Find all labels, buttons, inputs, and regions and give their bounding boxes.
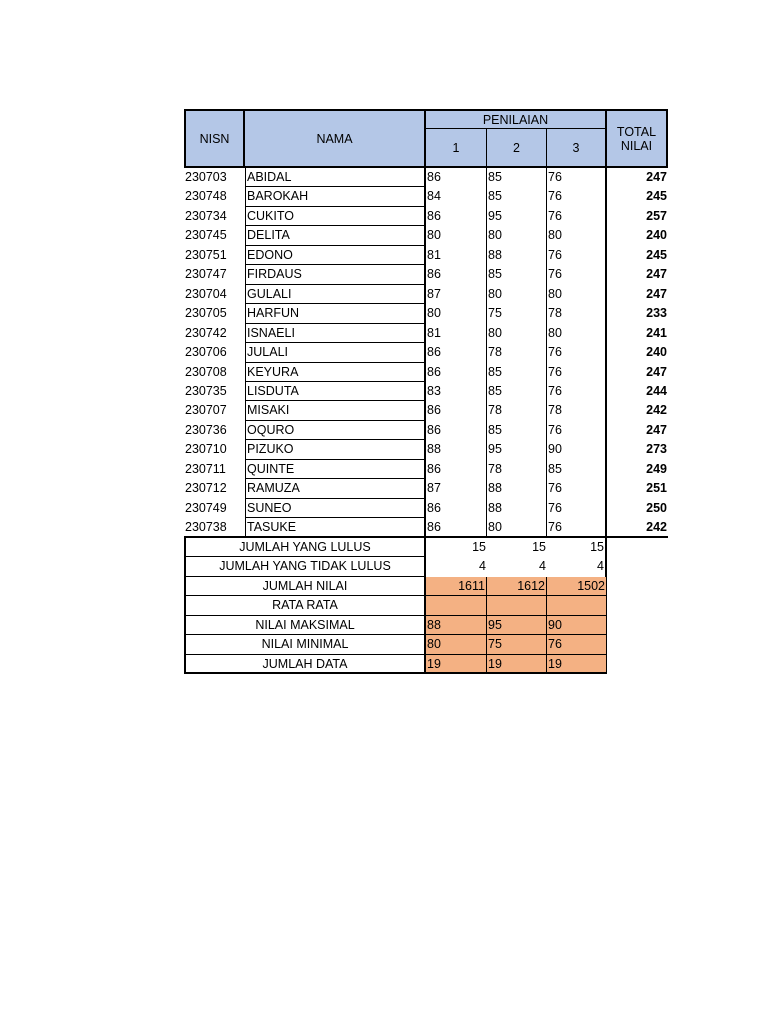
cell-nilai-1[interactable]: 86 [426,518,487,538]
cell-nama[interactable]: TASUKE [245,518,426,538]
summary-value-1[interactable]: 19 [426,655,487,674]
cell-total-nilai[interactable]: 240 [646,228,667,242]
cell-nilai-3[interactable]: 90 [547,440,607,460]
cell-nama[interactable]: ISNAELI [245,324,426,343]
summary-value-1[interactable]: 80 [426,635,487,655]
cell-nisn[interactable]: 230749 [185,501,227,515]
cell-nama[interactable]: SUNEO [245,499,426,518]
cell-nisn[interactable]: 230751 [185,248,227,262]
cell-nilai-3[interactable]: 76 [547,265,607,285]
cell-nilai-3[interactable]: 76 [547,518,607,538]
cell-nilai-2[interactable]: 80 [487,226,547,246]
cell-nilai-1[interactable]: 86 [426,168,487,187]
summary-label[interactable]: NILAI MAKSIMAL [184,616,426,635]
summary-value-2[interactable]: 15 [532,540,546,554]
cell-nilai-1[interactable]: 87 [426,479,487,499]
cell-nilai-1[interactable]: 84 [426,187,487,207]
cell-nilai-2[interactable]: 80 [487,518,547,538]
cell-nisn[interactable]: 230736 [185,423,227,437]
cell-nama[interactable]: OQURO [245,421,426,440]
cell-total-nilai[interactable]: 247 [646,287,667,301]
cell-nama[interactable]: BAROKAH [245,187,426,207]
header-col-1[interactable]: 1 [426,129,487,168]
cell-nilai-1[interactable]: 86 [426,265,487,285]
summary-label[interactable]: NILAI MINIMAL [184,635,426,655]
cell-nisn[interactable]: 230708 [185,365,227,379]
cell-nilai-2[interactable]: 78 [487,460,547,479]
cell-nilai-2[interactable]: 75 [487,304,547,324]
cell-nisn[interactable]: 230710 [185,442,227,456]
summary-label[interactable]: JUMLAH YANG TIDAK LULUS [184,557,426,577]
cell-nilai-1[interactable]: 83 [426,382,487,401]
summary-value-1[interactable]: 1611 [426,577,487,596]
cell-total-nilai[interactable]: 240 [646,345,667,359]
cell-nilai-2[interactable]: 85 [487,187,547,207]
cell-nilai-1[interactable]: 81 [426,324,487,343]
cell-nilai-3[interactable]: 80 [547,324,607,343]
cell-total-nilai[interactable]: 247 [646,365,667,379]
cell-nilai-2[interactable]: 80 [487,285,547,304]
cell-nisn[interactable]: 230735 [185,384,227,398]
summary-label[interactable]: JUMLAH NILAI [184,577,426,596]
summary-value-2[interactable]: 19 [487,655,547,674]
cell-total-nilai[interactable]: 247 [646,267,667,281]
cell-nilai-3[interactable]: 76 [547,499,607,518]
summary-value-3[interactable]: 76 [547,635,607,655]
summary-label[interactable]: RATA RATA [184,596,426,616]
summary-value-1[interactable]: 15 [472,540,486,554]
summary-value-3[interactable]: 4 [547,557,607,577]
cell-total-nilai[interactable]: 273 [646,442,667,456]
summary-value-2[interactable]: 1612 [487,577,547,596]
cell-nisn[interactable]: 230738 [184,518,245,538]
cell-nama[interactable]: DELITA [245,226,426,246]
cell-nilai-2[interactable]: 85 [487,363,547,382]
header-nisn[interactable]: NISN [184,109,245,168]
cell-nilai-3[interactable]: 78 [547,401,607,421]
summary-value-3[interactable]: 15 [547,538,607,557]
cell-nilai-2[interactable]: 78 [487,343,547,363]
summary-value-3[interactable]: 90 [547,616,607,635]
summary-value-1[interactable]: 88 [426,616,487,635]
cell-nama[interactable]: PIZUKO [245,440,426,460]
summary-value-3[interactable]: 1502 [547,577,607,596]
cell-nilai-2[interactable]: 85 [487,421,547,440]
cell-nilai-2[interactable]: 85 [487,265,547,285]
cell-nilai-3[interactable]: 80 [547,285,607,304]
cell-nilai-2[interactable]: 88 [487,246,547,265]
cell-nisn[interactable]: 230742 [185,326,227,340]
cell-nisn[interactable]: 230707 [185,403,227,417]
cell-total-nilai[interactable]: 244 [646,384,667,398]
cell-nilai-2[interactable]: 95 [487,207,547,226]
summary-label[interactable]: JUMLAH YANG LULUS [184,538,426,557]
cell-nisn[interactable]: 230734 [185,209,227,223]
cell-nilai-3[interactable]: 76 [547,343,607,363]
cell-nilai-3[interactable]: 76 [547,187,607,207]
cell-nisn[interactable]: 230747 [185,267,227,281]
cell-nilai-1[interactable]: 86 [426,401,487,421]
cell-total-nilai[interactable]: 257 [646,209,667,223]
cell-nama[interactable]: QUINTE [245,460,426,479]
cell-nama[interactable]: ABIDAL [245,168,426,187]
cell-nilai-2[interactable]: 95 [487,440,547,460]
cell-nilai-3[interactable]: 78 [547,304,607,324]
cell-nilai-1[interactable]: 86 [426,421,487,440]
cell-nama[interactable]: FIRDAUS [245,265,426,285]
cell-nama[interactable]: RAMUZA [245,479,426,499]
summary-value-2[interactable] [487,596,547,616]
cell-nisn[interactable]: 230704 [185,287,227,301]
cell-nisn[interactable]: 230712 [185,481,227,495]
cell-nilai-3[interactable]: 76 [547,382,607,401]
cell-total-nilai[interactable]: 241 [646,326,667,340]
cell-nilai-3[interactable]: 76 [547,207,607,226]
cell-nisn[interactable]: 230748 [185,189,227,203]
cell-nilai-1[interactable]: 86 [426,363,487,382]
header-col-3[interactable]: 3 [547,129,607,168]
cell-nama[interactable]: CUKITO [245,207,426,226]
cell-nilai-1[interactable]: 86 [426,343,487,363]
cell-nilai-1[interactable]: 86 [426,499,487,518]
cell-nilai-3[interactable]: 80 [547,226,607,246]
cell-nilai-2[interactable]: 85 [487,168,547,187]
cell-nisn[interactable]: 230745 [185,228,227,242]
summary-value-1[interactable]: 4 [479,559,486,573]
cell-nilai-1[interactable]: 87 [426,285,487,304]
cell-total-nilai[interactable]: 242 [646,403,667,417]
cell-nisn[interactable]: 230705 [185,306,227,320]
cell-nilai-2[interactable]: 88 [487,499,547,518]
cell-total-nilai[interactable]: 247 [646,423,667,437]
summary-value-2[interactable]: 75 [487,635,547,655]
cell-nilai-1[interactable]: 81 [426,246,487,265]
summary-label[interactable]: JUMLAH DATA [184,655,426,674]
cell-nama[interactable]: EDONO [245,246,426,265]
cell-total-nilai[interactable]: 250 [646,501,667,515]
cell-total-nilai[interactable]: 251 [646,481,667,495]
cell-nama[interactable]: HARFUN [245,304,426,324]
cell-total-nilai[interactable]: 245 [646,189,667,203]
cell-total-nilai[interactable]: 245 [646,248,667,262]
summary-value-3[interactable]: 19 [547,655,607,674]
cell-total-nilai[interactable]: 242 [607,518,668,538]
cell-nilai-1[interactable]: 80 [426,304,487,324]
summary-value-2[interactable]: 95 [487,616,547,635]
cell-nilai-3[interactable]: 76 [547,479,607,499]
cell-nilai-2[interactable]: 88 [487,479,547,499]
cell-nisn[interactable]: 230706 [185,345,227,359]
cell-nilai-1[interactable]: 88 [426,440,487,460]
cell-nilai-3[interactable]: 76 [547,168,607,187]
cell-nama[interactable]: JULALI [245,343,426,363]
summary-value-2[interactable]: 4 [539,559,546,573]
header-penilaian[interactable]: PENILAIAN [426,109,607,129]
header-col-2[interactable]: 2 [487,129,547,168]
cell-nama[interactable]: GULALI [245,285,426,304]
cell-total-nilai[interactable]: 247 [646,170,667,184]
cell-nisn[interactable]: 230703 [185,170,227,184]
summary-value-1[interactable] [426,596,487,616]
summary-value-3[interactable] [547,596,607,616]
cell-total-nilai[interactable]: 233 [646,306,667,320]
cell-nilai-2[interactable]: 85 [487,382,547,401]
cell-nilai-3[interactable]: 76 [547,421,607,440]
cell-nilai-2[interactable]: 78 [487,401,547,421]
cell-nilai-3[interactable]: 76 [547,363,607,382]
header-nama[interactable]: NAMA [245,109,426,168]
cell-nisn[interactable]: 230711 [185,462,226,476]
cell-nama[interactable]: MISAKI [245,401,426,421]
header-total-nilai[interactable]: TOTAL NILAI [607,109,668,168]
cell-nama[interactable]: LISDUTA [245,382,426,401]
cell-nilai-2[interactable]: 80 [487,324,547,343]
cell-nama[interactable]: KEYURA [245,363,426,382]
cell-nilai-3[interactable]: 76 [547,246,607,265]
cell-nilai-1[interactable]: 80 [426,226,487,246]
cell-total-nilai[interactable]: 249 [646,462,667,476]
cell-nilai-1[interactable]: 86 [426,460,487,479]
cell-nilai-3[interactable]: 85 [547,460,607,479]
cell-nilai-1[interactable]: 86 [426,207,487,226]
